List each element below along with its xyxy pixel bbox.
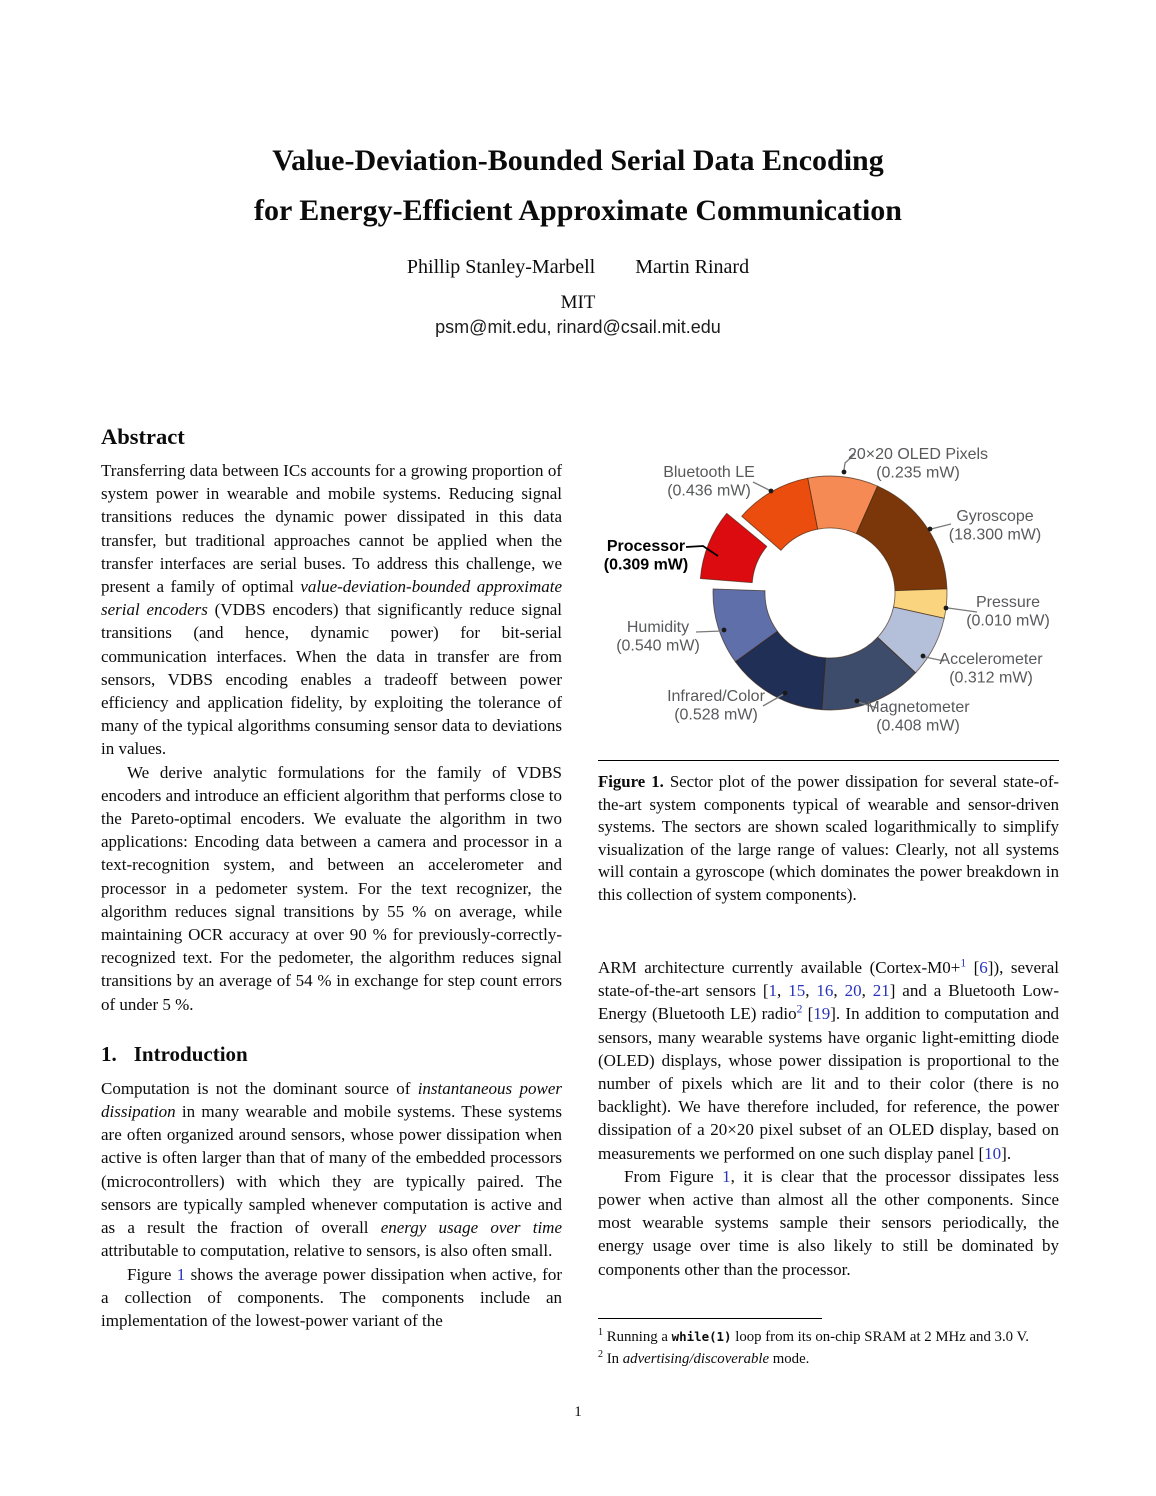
footnote-marker-link[interactable]: 1 (960, 956, 967, 970)
sector-label-accelerometer-value: (0.312 mW) (949, 669, 1033, 687)
citation-link[interactable]: 10 (984, 1143, 1002, 1163)
right-column (598, 956, 1059, 1281)
sector-label-magnetometer-value: (0.408 mW) (876, 717, 960, 735)
sector-label-ble-name: Bluetooth LE (663, 464, 755, 481)
sector-label-infrared-name: Infrared/Color (667, 688, 765, 705)
citation-link[interactable]: 16 (816, 981, 834, 1001)
sector-label-ble-value: (0.436 mW) (667, 482, 751, 500)
citation-link[interactable]: 19 (813, 1004, 831, 1024)
callout-dot-pressure (944, 606, 949, 611)
left-column (101, 424, 562, 1332)
callout-line-ble (753, 482, 769, 490)
callout-dot-humidity (722, 628, 727, 633)
callout-dot-gyroscope (928, 527, 933, 532)
affiliation: MIT (560, 292, 596, 313)
section-heading-introduction (101, 1042, 562, 1067)
section-title: Introduction (133, 1041, 248, 1066)
callout-line-humidity (696, 631, 722, 632)
citation-link[interactable]: 1 (722, 1166, 731, 1186)
footnotes (598, 1318, 1059, 1370)
callout-dot-infrared (783, 691, 788, 696)
citation-link[interactable]: 20 (844, 981, 862, 1001)
footnote-marker: 2 (598, 1349, 604, 1361)
citation-link[interactable]: 21 (872, 981, 890, 1001)
sector-label-magnetometer-name: Magnetometer (866, 699, 970, 716)
section-number: 1. (101, 1041, 117, 1066)
sector-label-humidity-name: Humidity (626, 619, 690, 636)
authors (0, 256, 1156, 279)
author-1: Phillip Stanley-Marbell (406, 256, 596, 278)
paper-title-line1: Value-Deviation-Bounded Serial Data Encoding (272, 144, 884, 177)
footnote-2: $^2$ In advertising/discoverable mode. (598, 1349, 810, 1367)
right-paragraph-1: ARM architecture currently available (Cortex-M0+$^1$ [6]), several state-of-the-art sensors [1, 15, 16, 20, 21] and a Bluetooth Low-Energy (Bluetooth LE) radio$^2$ [19]. In addition to computation and sensors, many wearable systems have organic light-emitting diode (OLED) displays, whose power dissipation is proportional to the number of pixels which are lit and to their color (there is no backlight). We have therefore included, for reference, the power dissipation of a 20×20 pixel subset of an OLED display, based on measurements we performed on one such display panel [10]. (598, 956, 1060, 1163)
figure1-sector-plot (590, 430, 1060, 750)
sector-label-processor-value: (0.309 mW) (603, 556, 689, 574)
sector-label-gyroscope-value: (18.300 mW) (948, 526, 1042, 544)
callout-dot-magnetometer (855, 699, 860, 704)
intro-paragraph-1: Computation is not the dominant source of instantaneous power dissipation in many wearable and mobile systems. These systems are often organized around sensors, whose power dissipation when active is often larger than that of many of the embedded processors (microcontrollers) with which they are typically paired. The sensors are typically sampled whenever computation is active and as a result the fraction of overall energy usage over time attributable to computation, relative to sensors, is also often small. (101, 1078, 562, 1261)
footnote-marker-link[interactable]: 2 (796, 1002, 803, 1016)
sector-label-oled-value: (0.235 mW) (876, 464, 960, 482)
sector-label-processor-name: Processor (606, 538, 686, 555)
right-paragraph-2: From Figure 1, it is clear that the processor dissipates less power when active than almost all the other components. Since most wearable systems sample their sensors periodically, the energy usage over time is also likely to still be dominated by components other than the processor. (598, 1166, 1059, 1279)
intro-paragraph-2: Figure 1 shows the average power dissipation when active, for a collection of components. The components include an implementation of the lowest-power variant of the (101, 1264, 563, 1330)
paper-title (0, 136, 1156, 236)
abstract-heading: Abstract (101, 424, 185, 449)
sector-label-accelerometer-name: Accelerometer (939, 651, 1043, 668)
citation-link[interactable]: 15 (788, 981, 806, 1001)
citation-link[interactable]: 1 (176, 1264, 186, 1284)
paper-title-line2: for Energy-Efficient Approximate Communication (253, 194, 902, 227)
author-2: Martin Rinard (635, 256, 750, 278)
callout-dot-accelerometer (921, 654, 926, 659)
abstract-paragraph-1: Transferring data between ICs accounts for a growing proportion of system power in wearable and mobile systems. Reducing signal transitions reduces the dynamic power dissipated in this data transfer, but traditional approaches cannot be applied when the transfer interfaces are serial buses. To address this challenge, we present a family of optimal value-deviation-bounded approximate serial encoders (VDBS encoders) that significantly reduce signal transitions (and hence, dynamic power) for bit-serial communication interfaces. When the data in transfer are from sensors, VDBS encoding enables a tradeoff between power efficiency and application fidelity, by exploiting the tolerance of many of the typical algorithms consuming sensor data to deviations in values. (101, 461, 562, 759)
figure1-caption: Figure 1. Sector plot of the power dissipation for several state-of-the-art system components typical of wearable and sensor-driven systems. The sectors are shown scaled logarithmically to simplify visualization of the large range of values: Clearly, not all systems will contain a gyroscope (which dominates the power breakdown in this collection of system components). (598, 760, 1059, 907)
callout-dot-oled (842, 470, 847, 475)
sector-label-humidity-value: (0.540 mW) (616, 637, 700, 655)
abstract-paragraph-2: We derive analytic formulations for the family of VDBS encoders and introduce an efficient algorithm that performs close to the Pareto-optimal encoders. We evaluate the algorithm in two applications: Encoding data between a camera and processor in a text-recognition system, and between an accelerometer and processor in a pedometer system. For the text recognizer, the algorithm reduces signal transitions by 55 % on average, while maintaining OCR accuracy at over 90 % for previously-correctly-recognized text. For the pedometer, the algorithm reduces signal transitions by an average of 54 % in exchange for step count errors of under 5 %. (101, 762, 562, 1014)
sector-label-infrared-value: (0.528 mW) (674, 706, 758, 724)
footnote-marker: 1 (598, 1327, 604, 1339)
sector-label-gyroscope-name: Gyroscope (956, 508, 1034, 525)
sector-label-oled-name: 20×20 OLED Pixels (847, 446, 989, 463)
footnote-1: $^1$ Running a while(1) loop from its on-chip SRAM at 2 MHz and 3.0 V. (598, 1327, 1029, 1345)
citation-link[interactable]: 6 (979, 958, 988, 977)
footnote-rule (598, 1318, 822, 1319)
sector-label-pressure-value: (0.010 mW) (966, 612, 1050, 630)
figure1-chart (590, 430, 1060, 750)
author-emails: psm@mit.edu, rinard@csail.mit.edu (435, 317, 721, 337)
callout-dot-ble (769, 489, 774, 494)
citation-link[interactable]: 1 (768, 981, 778, 1001)
sector-label-pressure-name: Pressure (975, 594, 1041, 611)
page-number: 1 (574, 1404, 582, 1420)
callout-line-pressure (948, 608, 977, 612)
